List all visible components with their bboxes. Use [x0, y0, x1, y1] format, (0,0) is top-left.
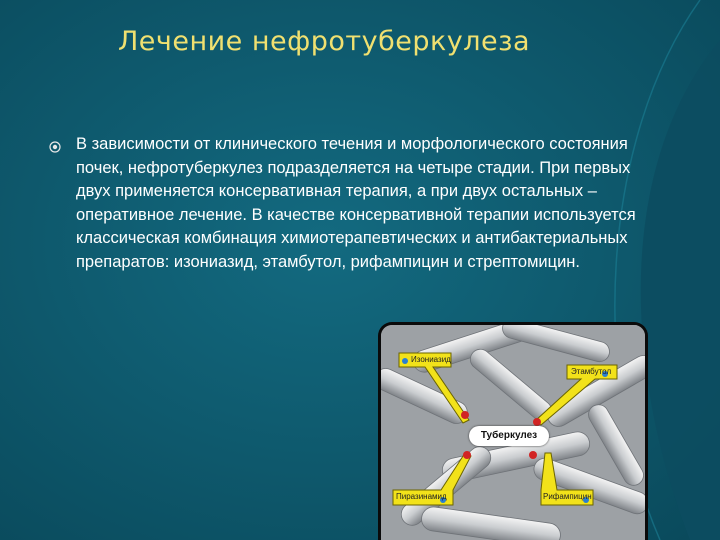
- drug-label-pyrazinamide: Пиразинамид: [396, 492, 447, 501]
- slide-title: Лечение нефротуберкулеза: [118, 26, 531, 57]
- tuberculosis-drugs-figure: [378, 322, 648, 540]
- drug-label-rifampicin: Рифампицин: [543, 492, 592, 501]
- drug-label-isoniazid: Изониазид: [411, 355, 451, 364]
- tuberculosis-center-label: Туберкулез: [469, 426, 549, 446]
- circle-target-icon: [49, 141, 61, 153]
- slide-body-text: В зависимости от клинического течения и морфологического состояния почек, нефротуберкулез подразделяется на четыре стадии. При первых двух применяется консервативная терапия, а при двух остальных – оперативное лечение. В качестве консервативной терапии используется классическая комбинация химиотерапевтических и антибактериальных препаратов: изониазид, этамбутол, рифампицин и стрептомицин.: [76, 135, 636, 271]
- drug-label-ethambutol: Этамбутол: [571, 367, 612, 376]
